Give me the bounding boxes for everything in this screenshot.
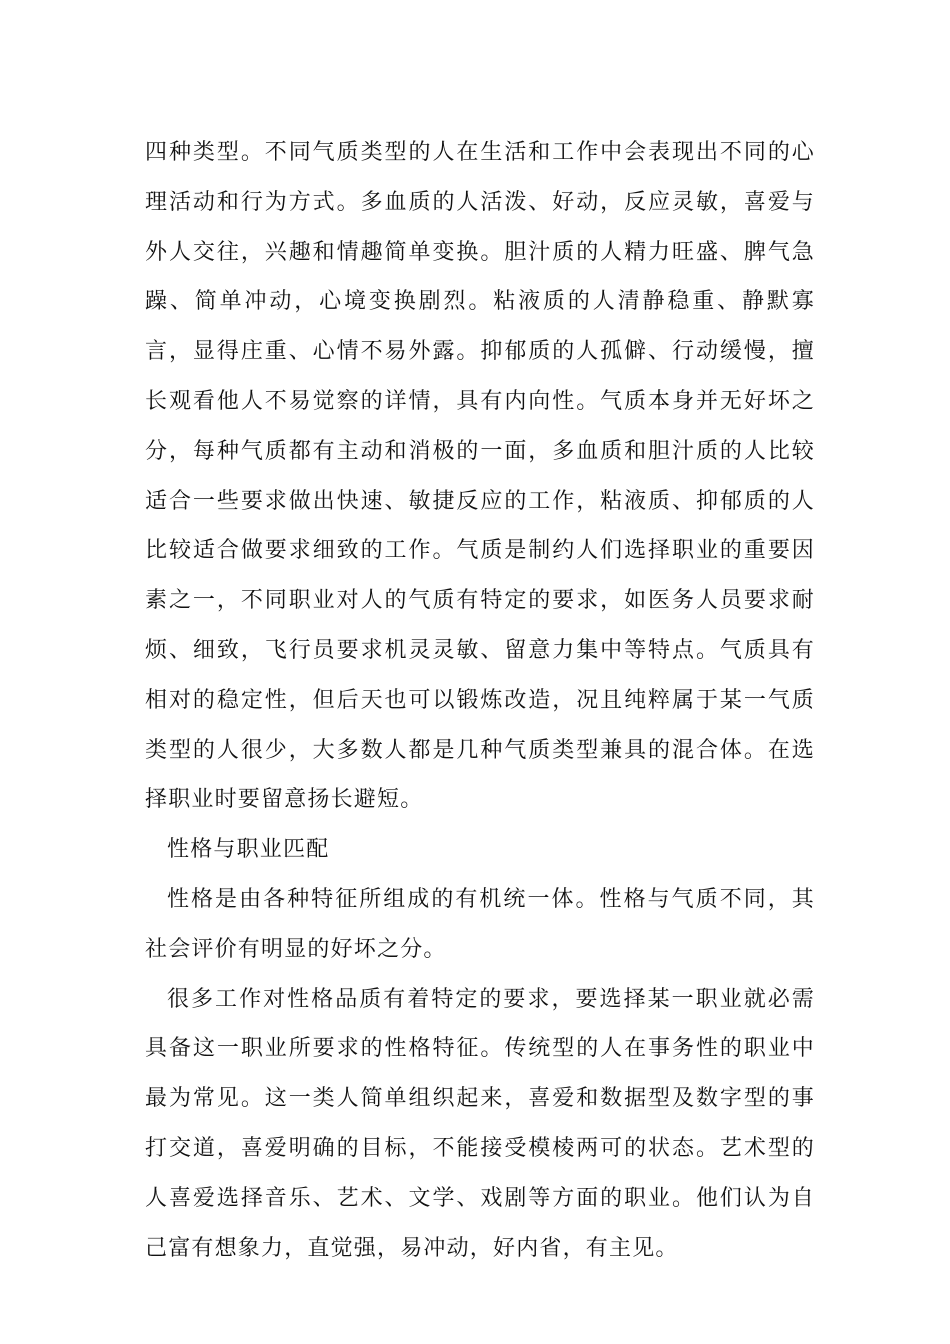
paragraph-personality-definition: 性格是由各种特征所组成的有机统一体。性格与气质不同，其社会评价有明显的好坏之分。 — [145, 886, 815, 962]
paragraph-temperament-types: 四种类型。不同气质类型的人在生活和工作中会表现出不同的心理活动和行为方式。多血质的人活泼、好动，反应灵敏，喜爱与外人交往，兴趣和情趣简单变换。胆汁质的人精力旺盛、脾气急躁、简单冲动，心境变换剧烈。粘液质的人清静稳重、静默寡言，显得庄重、心情不易外露。抑郁质的人孤僻、行动缓慢，擅长观看他人不易觉察的详情，具有内向性。气质本身并无好坏之分，每种气质都有主动和消极的一面，多血质和胆汁质的人比较适合一些要求做出快速、敏捷反应的工作，粘液质、抑郁质的人比较适合做要求细致的工作。气质是制约人们选择职业的重要因素之一，不同职业对人的气质有特定的要求，如医务人员要求耐烦、细致，飞行员要求机灵灵敏、留意力集中等特点。气质具有相对的稳定性，但后天也可以锻炼改造，况且纯粹属于某一气质类型的人很少，大多数人都是几种气质类型兼具的混合体。在选择职业时要留意扬长避短。 — [145, 140, 815, 813]
section-heading-personality-career-match: 性格与职业匹配 — [167, 837, 330, 863]
document-body — [145, 128, 815, 1273]
paragraph-personality-requirements: 很多工作对性格品质有着特定的要求，要选择某一职业就必需具备这一职业所要求的性格特征。传统型的人在事务性的职业中最为常见。这一类人简单组织起来，喜爱和数据型及数字型的事打交道，喜爱明确的目标，不能接受模棱两可的状态。艺术型的人喜爱选择音乐、艺术、文学、戏剧等方面的职业。他们认为自己富有想象力，直觉强，易冲动，好内省，有主见。 — [145, 986, 815, 1261]
